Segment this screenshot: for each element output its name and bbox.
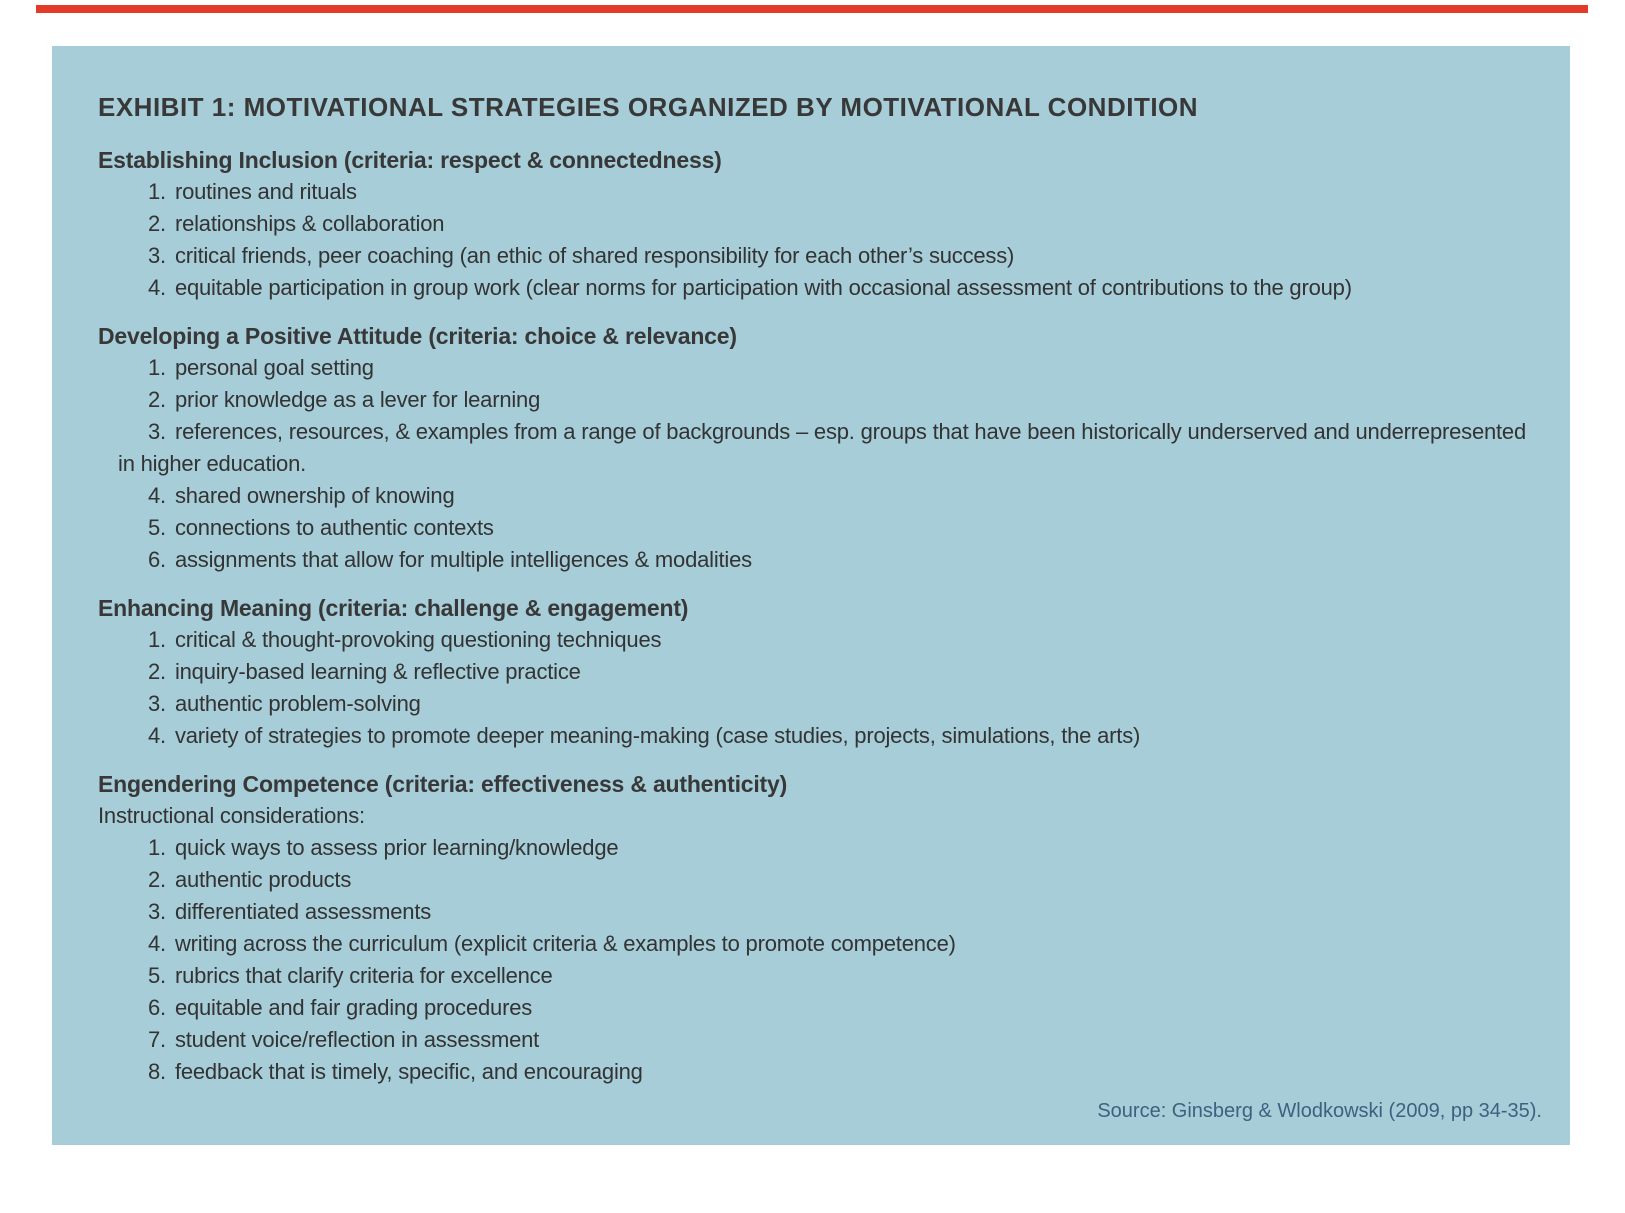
item-number: 3. [148, 691, 166, 716]
list-item [98, 656, 1542, 688]
item-number: 4. [148, 723, 166, 748]
item-number: 1. [148, 835, 166, 860]
item-number: 4. [148, 931, 166, 956]
top-rule [36, 5, 1588, 13]
list-item [98, 176, 1542, 208]
sections-container [98, 144, 1542, 1088]
item-number: 1. [148, 179, 166, 204]
section-0 [98, 144, 1542, 304]
list-item [98, 416, 1542, 480]
item-text: relationships & collaboration [174, 211, 445, 236]
list-item [98, 480, 1542, 512]
list-item [98, 896, 1542, 928]
item-number: 3. [148, 419, 166, 444]
section-intro: Instructional considerations: [98, 803, 365, 828]
item-number: 3. [148, 243, 166, 268]
item-text: personal goal setting [174, 355, 374, 380]
item-number: 2. [148, 867, 166, 892]
item-text: rubrics that clarify criteria for excellence [174, 963, 553, 988]
item-number: 4. [148, 275, 166, 300]
list-item [98, 624, 1542, 656]
item-text: routines and rituals [174, 179, 357, 204]
item-text: equitable participation in group work (clear norms for participation with occasional assessment of contributions to the group) [174, 275, 1352, 300]
item-text: quick ways to assess prior learning/knowledge [174, 835, 619, 860]
source-credit: Source: Ginsberg & Wlodkowski (2009, pp 34-35). [1097, 1100, 1542, 1122]
item-number: 4. [148, 483, 166, 508]
item-number: 1. [148, 627, 166, 652]
list-item [98, 208, 1542, 240]
item-text: connections to authentic contexts [174, 515, 494, 540]
section-3 [98, 768, 1542, 1088]
list-item [98, 688, 1542, 720]
list-item [98, 992, 1542, 1024]
item-number: 5. [148, 963, 166, 988]
item-number: 3. [148, 899, 166, 924]
list-item [98, 960, 1542, 992]
list-item [98, 928, 1542, 960]
item-text: writing across the curriculum (explicit criteria & examples to promote competence) [174, 931, 956, 956]
item-text: differentiated assessments [174, 899, 432, 924]
item-number: 5. [148, 515, 166, 540]
item-text: equitable and fair grading procedures [174, 995, 533, 1020]
item-number: 1. [148, 355, 166, 380]
item-text: authentic products [174, 867, 352, 892]
item-text: critical friends, peer coaching (an ethic of shared responsibility for each other’s success) [174, 243, 1015, 268]
section-2 [98, 592, 1542, 752]
section-heading: Developing a Positive Attitude (criteria: choice & relevance) [98, 323, 737, 349]
list-item [98, 832, 1542, 864]
list-item [98, 352, 1542, 384]
exhibit-title: EXHIBIT 1: MOTIVATIONAL STRATEGIES ORGANIZED BY MOTIVATIONAL CONDITION [98, 92, 1199, 122]
section-1 [98, 320, 1542, 576]
item-text: variety of strategies to promote deeper meaning-making (case studies, projects, simulations, the arts) [174, 723, 1141, 748]
item-number: 6. [148, 547, 166, 572]
list-item [98, 240, 1542, 272]
item-number: 2. [148, 387, 166, 412]
list-item [98, 1024, 1542, 1056]
item-text: critical & thought-provoking questioning techniques [174, 627, 662, 652]
list-item [98, 272, 1542, 304]
section-heading: Enhancing Meaning (criteria: challenge & engagement) [98, 595, 689, 621]
list-item [98, 720, 1542, 752]
section-heading: Establishing Inclusion (criteria: respect & connectedness) [98, 147, 722, 173]
item-number: 6. [148, 995, 166, 1020]
item-text: authentic problem-solving [174, 691, 421, 716]
list-item [98, 544, 1542, 576]
item-text: assignments that allow for multiple intelligences & modalities [174, 547, 752, 572]
list-item [98, 1056, 1542, 1088]
item-number: 7. [148, 1027, 166, 1052]
list-item [98, 512, 1542, 544]
exhibit-panel [52, 46, 1570, 1145]
item-number: 2. [148, 211, 166, 236]
list-item [98, 384, 1542, 416]
item-text: feedback that is timely, specific, and encouraging [174, 1059, 643, 1084]
item-text: inquiry-based learning & reflective practice [174, 659, 581, 684]
item-number: 2. [148, 659, 166, 684]
section-heading: Engendering Competence (criteria: effectiveness & authenticity) [98, 771, 788, 797]
list-item [98, 864, 1542, 896]
item-text: references, resources, & examples from a range of backgrounds – esp. groups that have been historically underserved and underrepresented in higher education. [118, 419, 1526, 476]
item-text: prior knowledge as a lever for learning [174, 387, 541, 412]
item-text: student voice/reflection in assessment [174, 1027, 540, 1052]
item-number: 8. [148, 1059, 166, 1084]
item-text: shared ownership of knowing [174, 483, 455, 508]
